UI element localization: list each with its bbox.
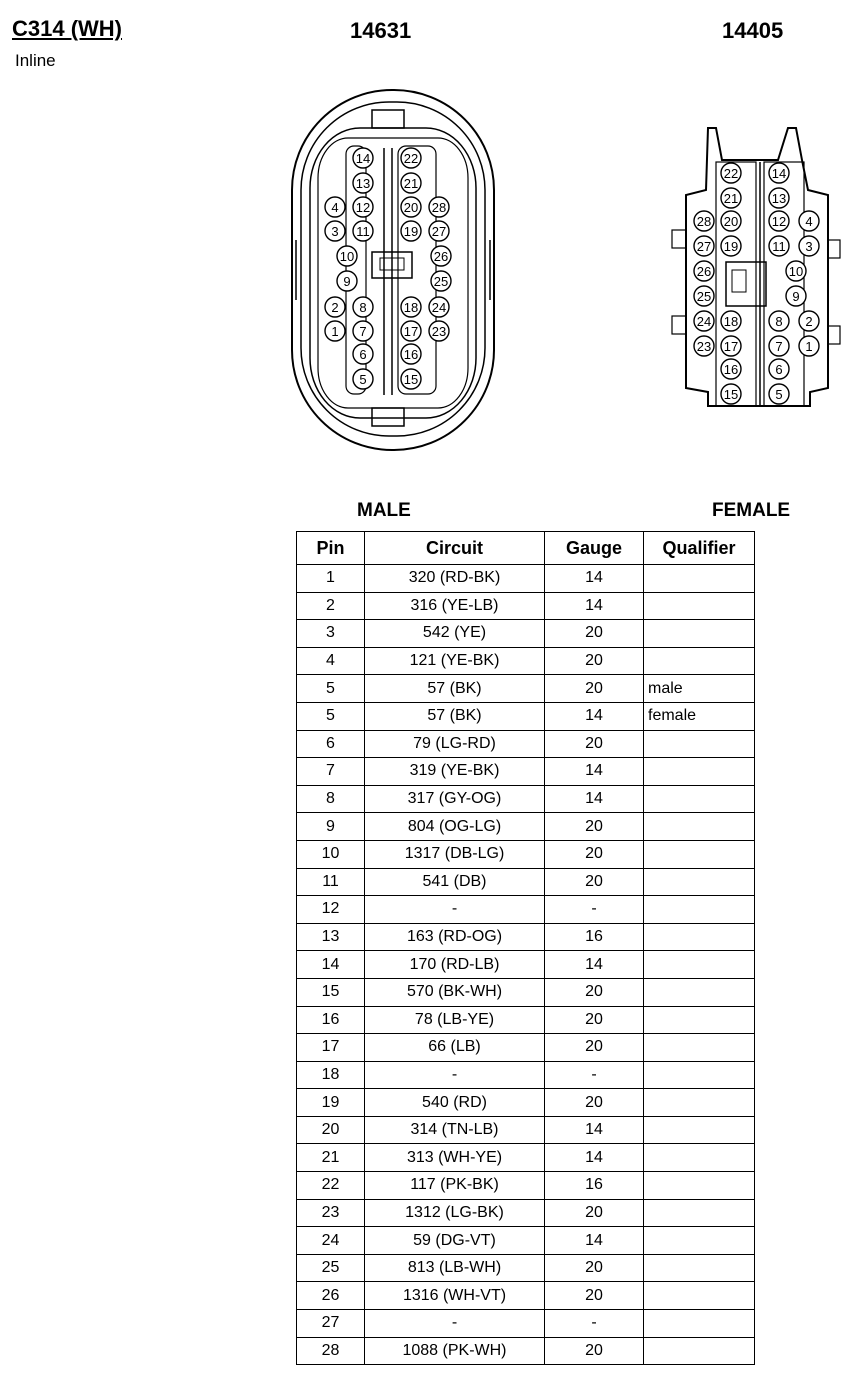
pin-cell: 13 bbox=[297, 923, 365, 951]
pin-number: 23 bbox=[431, 324, 447, 339]
male-pin-28 bbox=[429, 197, 449, 217]
pin-number: 9 bbox=[343, 274, 351, 289]
qualifier-cell bbox=[644, 592, 755, 620]
pin-number: 15 bbox=[723, 387, 739, 402]
pin-number: 6 bbox=[775, 362, 783, 377]
female-pin-22 bbox=[721, 163, 741, 183]
male-pin-11 bbox=[353, 221, 373, 241]
table-row bbox=[297, 758, 755, 786]
table-row bbox=[297, 1199, 755, 1227]
circuit-cell: 66 (LB) bbox=[365, 1034, 545, 1062]
pin-number: 14 bbox=[355, 151, 371, 166]
qualifier-cell bbox=[644, 978, 755, 1006]
circuit-cell: - bbox=[365, 1310, 545, 1338]
female-pin-28 bbox=[694, 211, 714, 231]
pin-cell: 10 bbox=[297, 840, 365, 868]
gauge-cell: 20 bbox=[545, 1282, 644, 1310]
pin-cell: 11 bbox=[297, 868, 365, 896]
circuit-cell: 59 (DG-VT) bbox=[365, 1227, 545, 1255]
circuit-cell: 313 (WH-YE) bbox=[365, 1144, 545, 1172]
female-pin-6 bbox=[769, 359, 789, 379]
connector-title: C314 (WH) bbox=[12, 16, 123, 41]
gauge-cell: 14 bbox=[545, 785, 644, 813]
circuit-cell: 1317 (DB-LG) bbox=[365, 840, 545, 868]
pin-number: 16 bbox=[723, 362, 739, 377]
qualifier-cell bbox=[644, 1337, 755, 1365]
circuit-cell: 319 (YE-BK) bbox=[365, 758, 545, 786]
qualifier-cell bbox=[644, 896, 755, 924]
pin-number: 1 bbox=[805, 339, 813, 354]
connector-subtitle: Inline bbox=[15, 51, 56, 70]
circuit-cell: 1312 (LG-BK) bbox=[365, 1199, 545, 1227]
female-pin-4 bbox=[799, 211, 819, 231]
table-row bbox=[297, 951, 755, 979]
pin-table bbox=[296, 531, 755, 1365]
qualifier-cell bbox=[644, 1089, 755, 1117]
circuit-cell: - bbox=[365, 1061, 545, 1089]
pin-number: 10 bbox=[339, 249, 355, 264]
table-row bbox=[297, 1254, 755, 1282]
gauge-cell: 14 bbox=[545, 1116, 644, 1144]
male-pin-9 bbox=[337, 271, 357, 291]
male-pin-16 bbox=[401, 344, 421, 364]
gauge-cell: 20 bbox=[545, 978, 644, 1006]
male-pin-10 bbox=[337, 246, 357, 266]
column-header-pin: Pin bbox=[297, 532, 365, 565]
qualifier-cell bbox=[644, 923, 755, 951]
table-row bbox=[297, 702, 755, 730]
circuit-cell: 540 (RD) bbox=[365, 1089, 545, 1117]
female-pin-9 bbox=[786, 286, 806, 306]
pin-number: 9 bbox=[792, 289, 800, 304]
female-pin-11 bbox=[769, 236, 789, 256]
pin-number: 28 bbox=[696, 214, 712, 229]
table-row bbox=[297, 647, 755, 675]
gauge-cell: 14 bbox=[545, 565, 644, 593]
pin-number: 24 bbox=[696, 314, 712, 329]
gauge-cell: - bbox=[545, 1310, 644, 1338]
pin-cell: 5 bbox=[297, 675, 365, 703]
table-row bbox=[297, 1116, 755, 1144]
qualifier-cell bbox=[644, 1006, 755, 1034]
qualifier-cell bbox=[644, 1254, 755, 1282]
female-pin-19 bbox=[721, 236, 741, 256]
female-pin-24 bbox=[694, 311, 714, 331]
gauge-cell: 20 bbox=[545, 1034, 644, 1062]
pin-number: 26 bbox=[696, 264, 712, 279]
male-pin-26 bbox=[431, 246, 451, 266]
pin-cell: 5 bbox=[297, 702, 365, 730]
qualifier-cell bbox=[644, 1034, 755, 1062]
male-pin-2 bbox=[325, 297, 345, 317]
gauge-cell: 20 bbox=[545, 1089, 644, 1117]
pin-number: 26 bbox=[433, 249, 449, 264]
qualifier-cell bbox=[644, 1061, 755, 1089]
male-pin-3 bbox=[325, 221, 345, 241]
column-header-gauge: Gauge bbox=[545, 532, 644, 565]
column-header-qualifier: Qualifier bbox=[644, 532, 755, 565]
female-pin-25 bbox=[694, 286, 714, 306]
circuit-cell: 78 (LB-YE) bbox=[365, 1006, 545, 1034]
female-pin-18 bbox=[721, 311, 741, 331]
pin-number: 18 bbox=[723, 314, 739, 329]
pin-cell: 4 bbox=[297, 647, 365, 675]
male-pin-12 bbox=[353, 197, 373, 217]
table-row bbox=[297, 1006, 755, 1034]
pin-number: 24 bbox=[431, 300, 447, 315]
pin-cell: 20 bbox=[297, 1116, 365, 1144]
male-pin-25 bbox=[431, 271, 451, 291]
female-pin-21 bbox=[721, 188, 741, 208]
pin-number: 23 bbox=[696, 339, 712, 354]
male-pin-24 bbox=[429, 297, 449, 317]
pin-number: 25 bbox=[696, 289, 712, 304]
male-pin-22 bbox=[401, 148, 421, 168]
pin-cell: 24 bbox=[297, 1227, 365, 1255]
pin-number: 19 bbox=[403, 224, 419, 239]
female-pin-23 bbox=[694, 336, 714, 356]
qualifier-cell bbox=[644, 868, 755, 896]
column-header-circuit: Circuit bbox=[365, 532, 545, 565]
table-row bbox=[297, 592, 755, 620]
circuit-cell: 121 (YE-BK) bbox=[365, 647, 545, 675]
qualifier-cell bbox=[644, 1282, 755, 1310]
circuit-cell: 163 (RD-OG) bbox=[365, 923, 545, 951]
pin-number: 22 bbox=[723, 166, 739, 181]
pin-cell: 12 bbox=[297, 896, 365, 924]
male-pin-20 bbox=[401, 197, 421, 217]
qualifier-cell bbox=[644, 620, 755, 648]
female-pin-8 bbox=[769, 311, 789, 331]
pin-number: 17 bbox=[403, 324, 419, 339]
circuit-cell: 320 (RD-BK) bbox=[365, 565, 545, 593]
gauge-cell: 14 bbox=[545, 592, 644, 620]
circuit-cell: 1316 (WH-VT) bbox=[365, 1282, 545, 1310]
pin-number: 19 bbox=[723, 239, 739, 254]
pin-cell: 16 bbox=[297, 1006, 365, 1034]
pin-number: 14 bbox=[771, 166, 787, 181]
table-row bbox=[297, 1089, 755, 1117]
pin-number: 22 bbox=[403, 151, 419, 166]
pin-cell: 22 bbox=[297, 1172, 365, 1200]
female-pin-3 bbox=[799, 236, 819, 256]
female-label: FEMALE bbox=[712, 500, 791, 521]
pin-number: 15 bbox=[403, 372, 419, 387]
female-pin-16 bbox=[721, 359, 741, 379]
table-row bbox=[297, 840, 755, 868]
connector-diagrams bbox=[0, 0, 862, 480]
gauge-cell: 14 bbox=[545, 1144, 644, 1172]
pin-cell: 14 bbox=[297, 951, 365, 979]
male-label: MALE bbox=[357, 500, 411, 521]
female-pin-20 bbox=[721, 211, 741, 231]
female-pin-2 bbox=[799, 311, 819, 331]
gauge-cell: 16 bbox=[545, 1172, 644, 1200]
circuit-cell: 79 (LG-RD) bbox=[365, 730, 545, 758]
table-row bbox=[297, 1282, 755, 1310]
gauge-cell: - bbox=[545, 1061, 644, 1089]
table-row bbox=[297, 1337, 755, 1365]
pin-number: 3 bbox=[805, 239, 813, 254]
qualifier-cell bbox=[644, 647, 755, 675]
table-row bbox=[297, 620, 755, 648]
pin-cell: 3 bbox=[297, 620, 365, 648]
pin-number: 25 bbox=[433, 274, 449, 289]
circuit-cell: 570 (BK-WH) bbox=[365, 978, 545, 1006]
table-row bbox=[297, 1310, 755, 1338]
table-row bbox=[297, 868, 755, 896]
male-pin-5 bbox=[353, 369, 373, 389]
circuit-cell: 542 (YE) bbox=[365, 620, 545, 648]
pin-number: 5 bbox=[359, 372, 367, 387]
pin-number: 16 bbox=[403, 347, 419, 362]
pin-number: 4 bbox=[805, 214, 813, 229]
circuit-cell: 117 (PK-BK) bbox=[365, 1172, 545, 1200]
pin-number: 2 bbox=[331, 300, 339, 315]
gauge-cell: 20 bbox=[545, 730, 644, 758]
pin-number: 3 bbox=[331, 224, 339, 239]
female-pin-5 bbox=[769, 384, 789, 404]
pin-cell: 15 bbox=[297, 978, 365, 1006]
gauge-cell: 20 bbox=[545, 620, 644, 648]
qualifier-cell: female bbox=[644, 702, 755, 730]
table-row bbox=[297, 565, 755, 593]
pin-cell: 19 bbox=[297, 1089, 365, 1117]
female-pin-10 bbox=[786, 261, 806, 281]
qualifier-cell bbox=[644, 785, 755, 813]
gauge-cell: 20 bbox=[545, 813, 644, 841]
table-row bbox=[297, 978, 755, 1006]
male-pin-23 bbox=[429, 321, 449, 341]
pin-number: 27 bbox=[431, 224, 447, 239]
male-pin-13 bbox=[353, 173, 373, 193]
qualifier-cell bbox=[644, 813, 755, 841]
qualifier-cell bbox=[644, 1172, 755, 1200]
male-part-number: 14631 bbox=[350, 18, 412, 43]
qualifier-cell bbox=[644, 1199, 755, 1227]
table-row bbox=[297, 923, 755, 951]
circuit-cell: 314 (TN-LB) bbox=[365, 1116, 545, 1144]
pin-cell: 18 bbox=[297, 1061, 365, 1089]
pin-number: 7 bbox=[359, 324, 367, 339]
table-row bbox=[297, 1172, 755, 1200]
pin-number: 12 bbox=[355, 200, 371, 215]
pin-cell: 2 bbox=[297, 592, 365, 620]
table-row bbox=[297, 730, 755, 758]
table-header-row bbox=[297, 532, 755, 565]
circuit-cell: 813 (LB-WH) bbox=[365, 1254, 545, 1282]
female-pin-13 bbox=[769, 188, 789, 208]
gauge-cell: 20 bbox=[545, 868, 644, 896]
female-pin-27 bbox=[694, 236, 714, 256]
pin-number: 27 bbox=[696, 239, 712, 254]
pin-number: 6 bbox=[359, 347, 367, 362]
gauge-cell: 14 bbox=[545, 702, 644, 730]
gauge-cell: 20 bbox=[545, 840, 644, 868]
qualifier-cell bbox=[644, 1144, 755, 1172]
table-row bbox=[297, 785, 755, 813]
male-pin-1 bbox=[325, 321, 345, 341]
pin-cell: 1 bbox=[297, 565, 365, 593]
male-pin-15 bbox=[401, 369, 421, 389]
male-pin-14 bbox=[353, 148, 373, 168]
qualifier-cell bbox=[644, 758, 755, 786]
pin-number: 8 bbox=[775, 314, 783, 329]
pin-cell: 23 bbox=[297, 1199, 365, 1227]
circuit-cell: 57 (BK) bbox=[365, 675, 545, 703]
circuit-cell: 316 (YE-LB) bbox=[365, 592, 545, 620]
pin-number: 13 bbox=[355, 176, 371, 191]
male-pin-19 bbox=[401, 221, 421, 241]
circuit-cell: - bbox=[365, 896, 545, 924]
circuit-cell: 804 (OG-LG) bbox=[365, 813, 545, 841]
pin-number: 20 bbox=[723, 214, 739, 229]
qualifier-cell bbox=[644, 951, 755, 979]
female-pin-7 bbox=[769, 336, 789, 356]
pin-cell: 7 bbox=[297, 758, 365, 786]
male-pin-7 bbox=[353, 321, 373, 341]
pin-cell: 25 bbox=[297, 1254, 365, 1282]
pin-number: 28 bbox=[431, 200, 447, 215]
pin-number: 21 bbox=[723, 191, 739, 206]
pin-number: 21 bbox=[403, 176, 419, 191]
qualifier-cell: male bbox=[644, 675, 755, 703]
gauge-cell: - bbox=[545, 896, 644, 924]
male-pin-6 bbox=[353, 344, 373, 364]
male-pin-4 bbox=[325, 197, 345, 217]
table-row bbox=[297, 1061, 755, 1089]
pin-number: 18 bbox=[403, 300, 419, 315]
gauge-cell: 14 bbox=[545, 1227, 644, 1255]
pin-number: 4 bbox=[331, 200, 339, 215]
gauge-cell: 20 bbox=[545, 1254, 644, 1282]
gauge-cell: 14 bbox=[545, 758, 644, 786]
qualifier-cell bbox=[644, 565, 755, 593]
female-part-number: 14405 bbox=[722, 18, 784, 43]
pin-cell: 8 bbox=[297, 785, 365, 813]
male-connector-body bbox=[292, 90, 494, 450]
female-pin-26 bbox=[694, 261, 714, 281]
pin-number: 8 bbox=[359, 300, 367, 315]
circuit-cell: 57 (BK) bbox=[365, 702, 545, 730]
male-connector-pins bbox=[325, 148, 451, 389]
pin-cell: 21 bbox=[297, 1144, 365, 1172]
pin-cell: 17 bbox=[297, 1034, 365, 1062]
gauge-cell: 14 bbox=[545, 951, 644, 979]
table-row bbox=[297, 675, 755, 703]
pin-cell: 9 bbox=[297, 813, 365, 841]
circuit-cell: 317 (GY-OG) bbox=[365, 785, 545, 813]
pin-number: 2 bbox=[805, 314, 813, 329]
pin-cell: 28 bbox=[297, 1337, 365, 1365]
male-pin-27 bbox=[429, 221, 449, 241]
pin-cell: 6 bbox=[297, 730, 365, 758]
pin-cell: 27 bbox=[297, 1310, 365, 1338]
pin-number: 20 bbox=[403, 200, 419, 215]
gauge-cell: 20 bbox=[545, 1199, 644, 1227]
pin-number: 12 bbox=[771, 214, 787, 229]
qualifier-cell bbox=[644, 840, 755, 868]
male-pin-17 bbox=[401, 321, 421, 341]
circuit-cell: 541 (DB) bbox=[365, 868, 545, 896]
table-row bbox=[297, 896, 755, 924]
gauge-cell: 16 bbox=[545, 923, 644, 951]
qualifier-cell bbox=[644, 730, 755, 758]
female-pin-15 bbox=[721, 384, 741, 404]
pin-cell: 26 bbox=[297, 1282, 365, 1310]
table-row bbox=[297, 1144, 755, 1172]
pin-number: 13 bbox=[771, 191, 787, 206]
male-pin-8 bbox=[353, 297, 373, 317]
table-row bbox=[297, 1034, 755, 1062]
gauge-cell: 20 bbox=[545, 1337, 644, 1365]
pin-number: 5 bbox=[775, 387, 783, 402]
pin-number: 1 bbox=[331, 324, 339, 339]
qualifier-cell bbox=[644, 1116, 755, 1144]
table-row bbox=[297, 1227, 755, 1255]
qualifier-cell bbox=[644, 1227, 755, 1255]
female-pin-17 bbox=[721, 336, 741, 356]
pin-number: 17 bbox=[723, 339, 739, 354]
male-pin-18 bbox=[401, 297, 421, 317]
circuit-cell: 1088 (PK-WH) bbox=[365, 1337, 545, 1365]
pin-number: 7 bbox=[775, 339, 783, 354]
gauge-cell: 20 bbox=[545, 1006, 644, 1034]
pin-number: 10 bbox=[788, 264, 804, 279]
female-pin-14 bbox=[769, 163, 789, 183]
pin-number: 11 bbox=[356, 224, 370, 239]
qualifier-cell bbox=[644, 1310, 755, 1338]
male-pin-21 bbox=[401, 173, 421, 193]
table-row bbox=[297, 813, 755, 841]
pin-number: 11 bbox=[772, 239, 786, 254]
gauge-cell: 20 bbox=[545, 675, 644, 703]
circuit-cell: 170 (RD-LB) bbox=[365, 951, 545, 979]
female-pin-12 bbox=[769, 211, 789, 231]
gauge-cell: 20 bbox=[545, 647, 644, 675]
female-pin-1 bbox=[799, 336, 819, 356]
